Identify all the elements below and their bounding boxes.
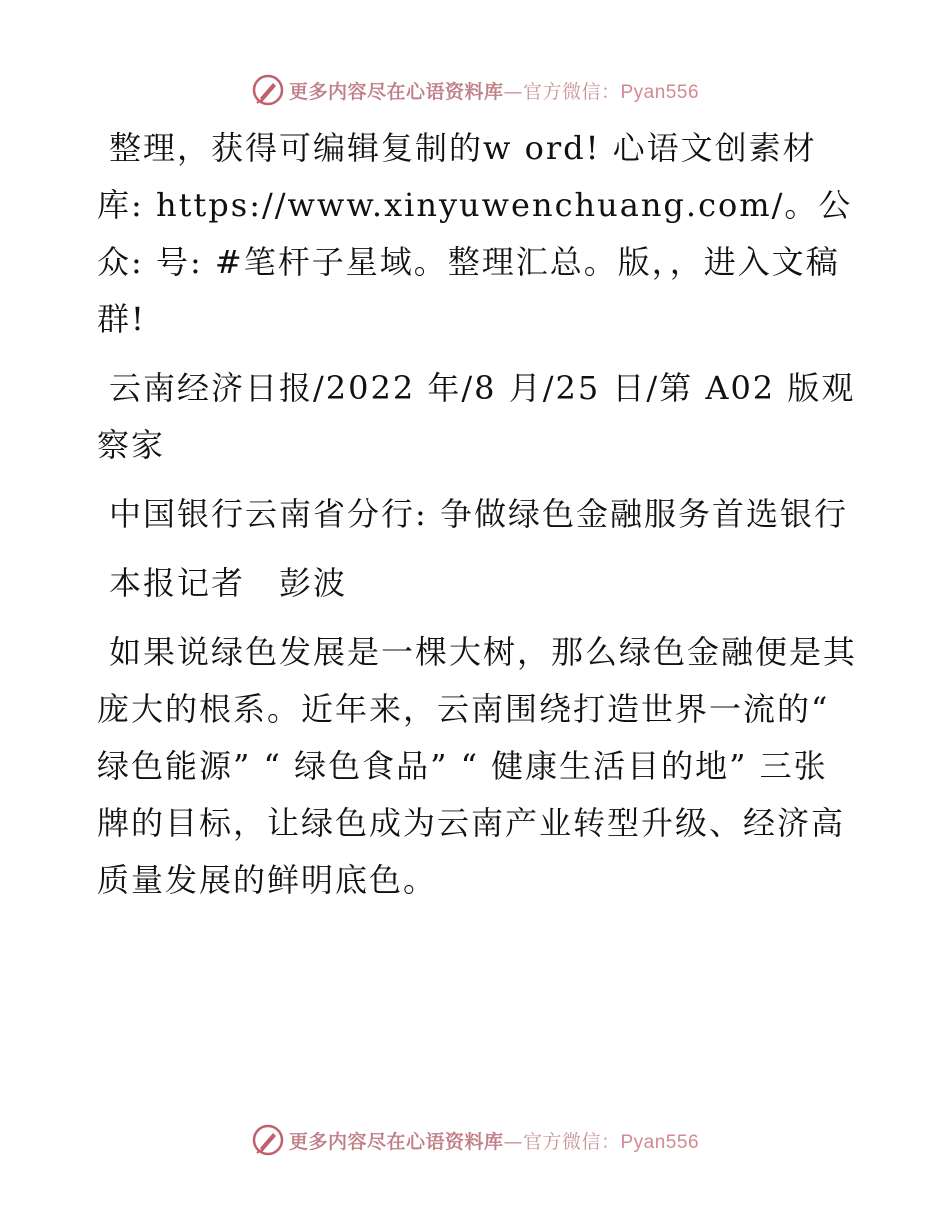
intro-paragraph: 整理，获得可编辑复制的w ord! 心语文创素材库: https://www.xinyuwenchuang.com/。公众: 号: #笔杆子星域。整理汇总。版，，进入文稿群!	[97, 129, 853, 338]
watermark-official: 官方微信：	[522, 80, 621, 103]
watermark-separator: —	[503, 80, 523, 103]
watermark-official: 官方微信：	[522, 1130, 621, 1153]
header-watermark-text	[289, 77, 699, 104]
byline: 本报记者 彭波	[109, 564, 348, 602]
source-line: 云南经济日报/2022 年/8 月/25 日/第 A02 版观察家	[97, 369, 856, 464]
watermark-id: Pyan556	[620, 1131, 700, 1153]
pen-logo-icon	[251, 73, 285, 107]
body-paragraph: 如果说绿色发展是一棵大树，那么绿色金融便是其庞大的根系。近年来，云南围绕打造世界一流的“ 绿色能源” “ 绿色食品” “ 健康生活目的地” 三张牌的目标，让绿色成为云南产业转型升级、经济高质量发展的鲜明底色。	[97, 633, 858, 899]
document-body	[97, 120, 857, 921]
watermark-main: 更多内容尽在心语资料库	[288, 1130, 504, 1153]
footer-watermark-text	[289, 1127, 699, 1154]
footer-watermark	[0, 1120, 950, 1160]
pen-logo-icon	[251, 1123, 285, 1157]
article-title: 中国银行云南省分行: 争做绿色金融服务首选银行	[109, 495, 848, 533]
watermark-main: 更多内容尽在心语资料库	[288, 80, 504, 103]
header-watermark	[0, 70, 950, 110]
watermark-separator: —	[503, 1130, 523, 1153]
watermark-id: Pyan556	[620, 81, 700, 103]
